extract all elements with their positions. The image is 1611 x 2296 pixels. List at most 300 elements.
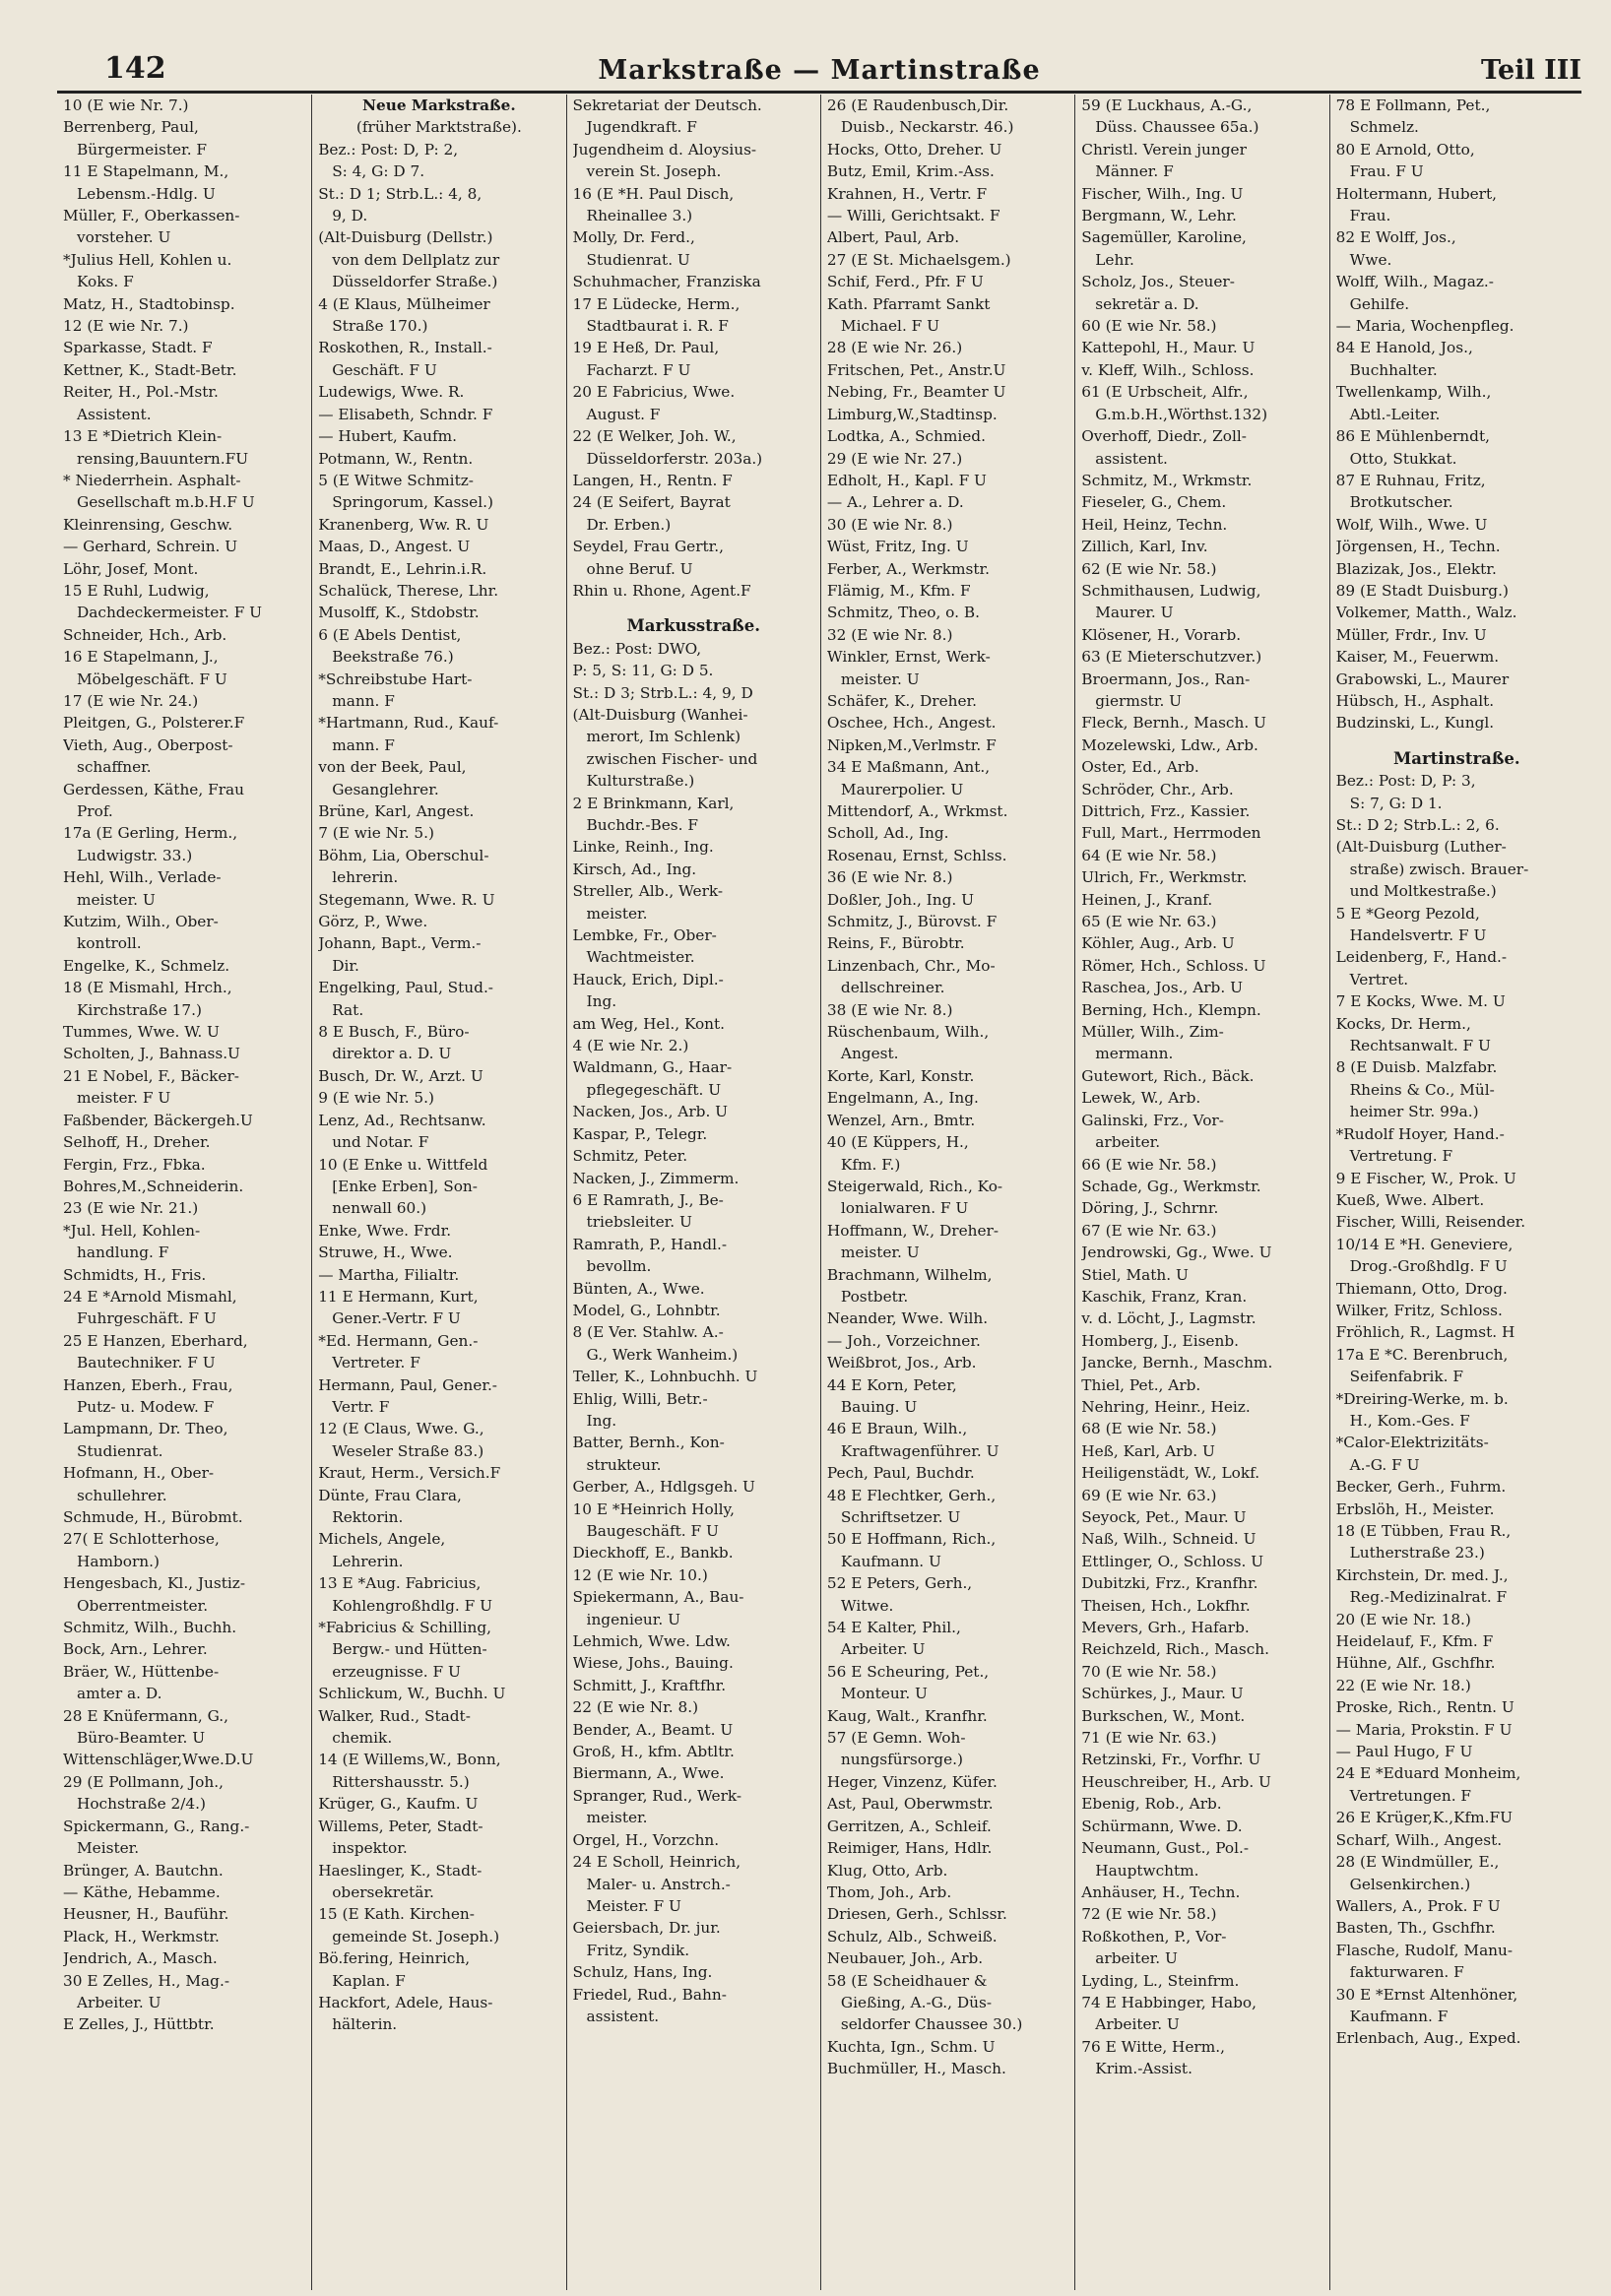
entry-line: Schmude, H., Bürobmt. (63, 1508, 243, 1526)
entry-line: Bürgermeister. F (77, 140, 208, 159)
entry-line: 87 E Ruhnau, Fritz, (1335, 471, 1486, 489)
entry-line: Rheins & Co., Mül- (1349, 1080, 1495, 1099)
entry-line: — Paul Hugo, F U (1335, 1743, 1473, 1761)
entry-line: Hühne, Alf., Gschfhr. (1335, 1654, 1496, 1673)
entry-line: Lehr. (1095, 250, 1134, 269)
entry-line: Rüschenbaum, Wilh., (826, 1023, 990, 1042)
entry-line: mann. F (332, 735, 395, 754)
entry-line: Heidelauf, F., Kfm. F (1335, 1632, 1494, 1651)
entry-line: 20 (E wie Nr. 18.) (1335, 1610, 1471, 1628)
entry-line: triebsleiter. U (586, 1213, 692, 1232)
entry-line: 38 (E wie Nr. 8.) (826, 1000, 953, 1019)
entry-line: *Julius Hell, Kohlen u. (63, 250, 232, 269)
entry-line: Retzinski, Fr., Vorfhr. U (1081, 1751, 1261, 1769)
entry-line: Michael. F U (840, 317, 940, 336)
entry-line: 5 E *Georg Pezold, (1335, 904, 1480, 923)
entry-line: meister. U (840, 670, 920, 688)
entry-line: — Hubert, Kaufm. (318, 427, 457, 446)
entry-line: Wittenschläger,Wwe.D.U (63, 1751, 254, 1769)
entry-line: 24 E *Eduard Monheim, (1335, 1764, 1521, 1783)
entry-line: Maurerpolier. U (840, 780, 964, 798)
entry-line: 13 E *Aug. Fabricius, (318, 1574, 482, 1593)
entry-line: 16 (E *H. Paul Disch, (572, 184, 735, 203)
entry-line: Döring, J., Schrnr. (1081, 1199, 1219, 1218)
entry-line: Hehl, Wilh., Verlade- (63, 868, 222, 887)
entry-line: Seyock, Pet., Maur. U (1081, 1508, 1247, 1526)
entry-line: 12 (E wie Nr. 7.) (63, 317, 189, 336)
entry-line: 17a E *C. Berenbruch, (1335, 1345, 1509, 1364)
entry-line: *Hartmann, Rud., Kauf- (318, 714, 499, 733)
entry-line: Brünger, A. Bautchn. (63, 1861, 224, 1880)
entry-line: pflegegeschäft. U (586, 1080, 722, 1099)
entry-line: Scharf, Wilh., Angest. (1335, 1830, 1503, 1849)
entry-line: Rektorin. (332, 1508, 404, 1526)
entry-line: Müller, F., Oberkassen- (63, 207, 240, 225)
entry-line: Batter, Bernh., Kon- (572, 1434, 725, 1452)
page-title: Markstraße — Martinstraße (598, 55, 1041, 86)
entry-line: Linzenbach, Chr., Mo- (826, 956, 996, 975)
entry-line: *Ed. Hermann, Gen.- (318, 1331, 479, 1350)
entry-line: Bautechniker. F U (77, 1354, 216, 1372)
entry-line: Studienrat. U (586, 250, 690, 269)
entry-line: Männer. F (1095, 162, 1174, 181)
entry-line: Wallers, A., Prok. F U (1335, 1896, 1501, 1915)
column-4 (820, 95, 1074, 2290)
entry-line: heimer Str. 99a.) (1349, 1103, 1479, 1121)
page-number: 142 (104, 51, 166, 86)
entry-line: Leidenberg, F., Hand.- (1335, 948, 1508, 967)
entry-line: Hochstraße 2/4.) (77, 1795, 206, 1814)
entry-line: Busch, Dr. W., Arzt. U (318, 1066, 483, 1085)
entry-line: Galinski, Frz., Vor- (1081, 1111, 1224, 1129)
entry-line: 22 (E wie Nr. 8.) (572, 1698, 699, 1717)
entry-line: Schif, Ferd., Pfr. F U (826, 273, 984, 291)
entry-line: Jendrich, A., Masch. (63, 1949, 218, 1968)
entry-line: Vieth, Aug., Oberpost- (63, 735, 233, 754)
entry-line: Rheinallee 3.) (586, 207, 693, 225)
entry-line: Roskothen, R., Install.- (318, 339, 492, 357)
entry-line: Christl. Verein junger (1081, 140, 1247, 159)
entry-line: inspektor. (332, 1839, 408, 1858)
entry-line: Heuschreiber, H., Arb. U (1081, 1772, 1271, 1791)
entry-line: Gesanglehrer. (332, 780, 439, 798)
entry-line: Schalück, Therese, Lhr. (318, 581, 499, 600)
entry-line: meister. F U (77, 1089, 171, 1108)
entry-line: ingenieur. U (586, 1610, 681, 1628)
entry-line: — Käthe, Hebamme. (63, 1882, 221, 1901)
entry-line: Postbetr. (840, 1287, 909, 1306)
entry-line: Ulrich, Fr., Werkmstr. (1081, 868, 1248, 887)
entry-line: Bauing. U (840, 1397, 918, 1416)
entry-line: amter a. D. (77, 1685, 162, 1703)
entry-line: 34 E Maßmann, Ant., (826, 758, 991, 777)
entry-line: Lampmann, Dr. Theo, (63, 1420, 228, 1438)
entry-line: 5 (E Witwe Schmitz- (318, 471, 474, 489)
entry-line: Kaufmann. F (1349, 2007, 1449, 2025)
entry-line: 27 (E St. Michaelsgem.) (826, 250, 1011, 269)
entry-line: 62 (E wie Nr. 58.) (1081, 559, 1217, 578)
entry-line: Kutzim, Wilh., Ober- (63, 913, 219, 931)
entry-line: 60 (E wie Nr. 58.) (1081, 317, 1217, 336)
entry-line: Witwe. (840, 1596, 894, 1615)
entry-line: Selhoff, H., Dreher. (63, 1133, 211, 1152)
entry-line: (früher Marktstraße). (355, 118, 522, 137)
entry-line: 11 E Stapelmann, M., (63, 162, 229, 181)
entry-line: Heiligenstädt, W., Lokf. (1081, 1464, 1260, 1483)
entry-line: Spickermann, G., Rang.- (63, 1817, 250, 1835)
entry-line: Weseler Straße 83.) (332, 1441, 484, 1460)
page-header (57, 45, 1581, 91)
entry-line: Gelsenkirchen.) (1349, 1875, 1471, 1893)
entry-line: Dieckhoff, E., Bankb. (572, 1544, 734, 1563)
entry-line: Hübsch, H., Asphalt. (1335, 691, 1495, 710)
entry-line: 9, D. (332, 207, 368, 225)
entry-line: 68 (E wie Nr. 58.) (1081, 1420, 1217, 1438)
entry-line: Brotkutscher. (1349, 493, 1453, 512)
entry-line: Willems, Peter, Stadt- (318, 1817, 483, 1835)
entry-line: 25 E Hanzen, Eberhard, (63, 1331, 248, 1350)
entry-line: Reichzeld, Rich., Masch. (1081, 1640, 1269, 1659)
entry-line: Thiemann, Otto, Drog. (1335, 1279, 1508, 1298)
entry-line: Bö.fering, Heinrich, (318, 1949, 471, 1968)
entry-line: Faßbender, Bäckergeh.U (63, 1111, 253, 1129)
entry-line: H., Kom.-Ges. F (1349, 1411, 1470, 1430)
entry-line: Bünten, A., Wwe. (572, 1279, 705, 1298)
entry-line: straße) zwisch. Brauer- (1349, 860, 1529, 878)
entry-line: Straße 170.) (332, 317, 428, 336)
entry-line: Lyding, L., Steinfrm. (1081, 1971, 1240, 1990)
entry-line: Kueß, Wwe. Albert. (1335, 1190, 1485, 1209)
entry-line: Erlenbach, Aug., Exped. (1335, 2029, 1521, 2048)
entry-line: Otto, Stukkat. (1349, 449, 1457, 468)
entry-line: 20 E Fabricius, Wwe. (572, 383, 736, 402)
entry-line: 30 (E wie Nr. 8.) (826, 515, 953, 534)
entry-line: Basten, Th., Gschfhr. (1335, 1919, 1496, 1938)
entry-line: Doßler, Joh., Ing. U (826, 890, 974, 909)
entry-line: Heil, Heinz, Techn. (1081, 515, 1228, 534)
entry-line: Thiel, Pet., Arb. (1081, 1375, 1201, 1394)
entry-line: 15 (E Kath. Kirchen- (318, 1905, 475, 1924)
entry-line: dellschreiner. (840, 979, 945, 997)
entry-line: schaffner. (77, 758, 152, 777)
entry-line: giermstr. U (1095, 691, 1183, 710)
entry-line: Vertr. F (332, 1397, 390, 1416)
entry-line: Michels, Angele, (318, 1530, 446, 1549)
entry-line: Thom, Joh., Arb. (826, 1882, 952, 1901)
entry-line: Schäfer, K., Dreher. (826, 691, 978, 710)
entry-line: Maler- u. Anstrch.- (586, 1875, 731, 1893)
entry-line: Arbeiter. U (1095, 2015, 1180, 2034)
entry-line: am Weg, Hel., Kont. (572, 1014, 726, 1033)
entry-line: Kfm. F.) (840, 1155, 901, 1174)
entry-line: Schuhmacher, Franziska (572, 273, 761, 291)
entry-line: erzeugnisse. F U (332, 1662, 461, 1681)
entry-line: Kaufmann. U (840, 1552, 941, 1570)
entry-line: Molly, Dr. Ferd., (572, 228, 695, 247)
entry-line: Kaspar, P., Telegr. (572, 1124, 708, 1143)
entry-line: Bräer, W., Hüttenbe- (63, 1662, 220, 1681)
entry-line: Oschee, Hch., Angest. (826, 714, 997, 733)
entry-line: und Notar. F (332, 1133, 429, 1152)
entry-line: bevollm. (586, 1257, 652, 1276)
entry-line: 10 (E Enke u. Wittfeld (318, 1155, 488, 1174)
entry-line: Bohres,M.,Schneiderin. (63, 1177, 244, 1195)
entry-line: Jendrowski, Gg., Wwe. U (1081, 1244, 1272, 1262)
entry-line: 18 (E Tübben, Frau R., (1335, 1522, 1512, 1540)
entry-line: assistent. (1095, 449, 1168, 468)
entry-line: lehrerin. (332, 868, 399, 887)
entry-line: Ast, Paul, Oberwmstr. (826, 1795, 994, 1814)
entry-line: Nipken,M.,Verlmstr. F (826, 735, 997, 754)
entry-line: meister. U (840, 1244, 920, 1262)
entry-line: 10 (E wie Nr. 7.) (63, 96, 189, 114)
entry-line: 16 E Stapelmann, J., (63, 648, 219, 667)
entry-line: Prof. (77, 802, 113, 820)
entry-line: Sagemüller, Karoline, (1081, 228, 1247, 247)
entry-line: 24 E Scholl, Heinrich, (572, 1853, 741, 1872)
entry-line: Scholten, J., Bahnass.U (63, 1045, 240, 1063)
entry-line: 8 E Busch, F., Büro- (318, 1023, 470, 1042)
entry-line: Müller, Frdr., Inv. U (1335, 625, 1487, 644)
entry-line: Weißbrot, Jos., Arb. (826, 1354, 977, 1372)
entry-line: 9 E Fischer, W., Prok. U (1335, 1169, 1516, 1187)
entry-line: 12 (E wie Nr. 10.) (572, 1565, 708, 1584)
entry-line: Kattepohl, H., Maur. U (1081, 339, 1256, 357)
entry-line: (Alt-Duisburg (Dellstr.) (318, 228, 493, 247)
entry-line: Lehmich, Wwe. Ldw. (572, 1632, 731, 1651)
entry-line: Theisen, Hch., Lokfhr. (1081, 1596, 1251, 1615)
entry-line: Teller, K., Lohnbuchh. U (572, 1368, 758, 1386)
entry-line: 8 (E Duisb. Malzfabr. (1335, 1058, 1498, 1077)
entry-line: Oberrentmeister. (77, 1596, 209, 1615)
entry-line: Neumann, Gust., Pol.- (1081, 1839, 1250, 1858)
entry-line: Römer, Hch., Schloss. U (1081, 956, 1266, 975)
entry-line: mermann. (1095, 1045, 1174, 1063)
entry-line: Ehlig, Willi, Betr.- (572, 1389, 708, 1408)
entry-line: Haeslinger, K., Stadt- (318, 1861, 483, 1880)
entry-line: Handelsvertr. F U (1349, 926, 1487, 945)
entry-line: 24 (E Seifert, Bayrat (572, 493, 731, 512)
entry-line: 19 E Heß, Dr. Paul, (572, 339, 720, 357)
entry-line: Reg.-Medizinalrat. F (1349, 1588, 1508, 1607)
entry-line: Angest. (840, 1045, 899, 1063)
entry-line: von der Beek, Paul, (318, 758, 467, 777)
entry-line: Reiter, H., Pol.-Mstr. (63, 383, 219, 402)
entry-line: 6 E Ramrath, J., Be- (572, 1190, 724, 1209)
entry-line: Klösener, H., Vorarb. (1081, 625, 1242, 644)
entry-line: Bez.: Post: DWO, (572, 639, 702, 658)
entry-line: Walker, Rud., Stadt- (318, 1706, 471, 1725)
entry-line: sekretär a. D. (1095, 294, 1199, 313)
entry-line: Kaiser, M., Feuerwm. (1335, 648, 1500, 667)
entry-line: Arbeiter. U (840, 1640, 926, 1659)
entry-line: 36 (E wie Nr. 8.) (826, 868, 953, 887)
entry-line: 24 E *Arnold Mismahl, (63, 1287, 237, 1306)
column-5 (1074, 95, 1328, 2290)
entry-line: Bergw.- und Hütten- (332, 1640, 487, 1659)
entry-line: G., Werk Wanheim.) (586, 1345, 739, 1364)
entry-line: Oster, Ed., Arb. (1081, 758, 1199, 777)
entry-line: Seifenfabrik. F (1349, 1368, 1464, 1386)
entry-line: 26 (E Raudenbusch,Dir. (826, 96, 1009, 114)
entry-line: Hofmann, H., Ober- (63, 1464, 215, 1483)
entry-line: Müller, Wilh., Zim- (1081, 1023, 1224, 1042)
entry-line: Johann, Bapt., Verm.- (318, 934, 482, 953)
entry-line: Kath. Pfarramt Sankt (826, 294, 991, 313)
entry-line: Full, Mart., Herrmoden (1081, 824, 1261, 843)
entry-line: hälterin. (332, 2015, 398, 2034)
entry-line: verein St. Joseph. (586, 162, 722, 181)
entry-line: direktor a. D. U (332, 1045, 452, 1063)
entry-line: 64 (E wie Nr. 58.) (1081, 846, 1217, 864)
entry-line: Pleitgen, G., Polsterer.F (63, 714, 245, 733)
entry-line: 28 (E Windmüller, E., (1335, 1853, 1500, 1872)
entry-line: 26 E Krüger,K.,Kfm.FU (1335, 1809, 1514, 1827)
entry-line: Kohlengroßhdlg. F U (332, 1596, 493, 1615)
entry-line: 30 E *Ernst Altenhöner, (1335, 1985, 1518, 2004)
entry-line: 57 (E Gemn. Woh- (826, 1729, 966, 1748)
header-rule (57, 91, 1581, 94)
entry-line: Rhin u. Rhone, Agent.F (572, 581, 751, 600)
entry-line: Stegemann, Wwe. R. U (318, 890, 495, 909)
entry-line: Gesellschaft m.b.H.F U (77, 493, 255, 512)
entry-line: Scholz, Jos., Steuer- (1081, 273, 1235, 291)
entry-line: mann. F (332, 691, 395, 710)
entry-line: Potmann, W., Rentn. (318, 449, 474, 468)
entry-line: Winkler, Ernst, Werk- (826, 648, 991, 667)
entry-line: Becker, Gerh., Fuhrm. (1335, 1478, 1507, 1497)
entry-line: Bender, A., Beamt. U (572, 1720, 734, 1739)
entry-line: August. F (586, 405, 661, 423)
entry-line: 67 (E wie Nr. 63.) (1081, 1221, 1217, 1240)
entry-line: — Elisabeth, Schndr. F (318, 405, 493, 423)
entry-line: Naß, Wilh., Schneid. U (1081, 1530, 1257, 1549)
entry-line: 86 E Mühlenberndt, (1335, 427, 1490, 446)
entry-line: 72 (E wie Nr. 58.) (1081, 1905, 1217, 1924)
entry-line: Engelmann, A., Ing. (826, 1089, 979, 1108)
entry-line: Edholt, H., Kapl. F U (826, 471, 987, 489)
entry-line: Lenz, Ad., Rechtsanw. (318, 1111, 486, 1129)
entry-line: Reins, F., Bürobtr. (826, 934, 965, 953)
street-heading: Martinstraße. (1393, 748, 1520, 768)
entry-line: 76 E Witte, Herm., (1081, 2037, 1225, 2056)
entry-line: Fischer, Wilh., Ing. U (1081, 184, 1244, 203)
entry-line: G.m.b.H.,Wörthst.132) (1095, 405, 1268, 423)
entry-line: Raschea, Jos., Arb. U (1081, 979, 1243, 997)
entry-line: Roßkothen, P., Vor- (1081, 1927, 1227, 1945)
entry-line: Broermann, Jos., Ran- (1081, 670, 1251, 688)
entry-line: Lodtka, A., Schmied. (826, 427, 986, 446)
entry-line: Waldmann, G., Haar- (572, 1058, 733, 1077)
entry-line: Springorum, Kassel.) (332, 493, 493, 512)
entry-line: — Maria, Prokstin. F U (1335, 1720, 1513, 1739)
entry-line: 54 E Kalter, Phil., (826, 1619, 961, 1637)
entry-line: Maas, D., Angest. U (318, 538, 471, 556)
entry-line: 7 E Kocks, Wwe. M. U (1335, 992, 1506, 1011)
entry-line: Duisb., Neckarstr. 46.) (840, 118, 1014, 137)
entry-line: *Calor-Elektrizitäts- (1335, 1434, 1489, 1452)
entry-line: 10/14 E *H. Geneviere, (1335, 1235, 1514, 1253)
entry-line: 7 (E wie Nr. 5.) (318, 824, 434, 843)
entry-line: v. Kleff, Wilh., Schloss. (1081, 360, 1255, 379)
entry-line: Streller, Alb., Werk- (572, 882, 724, 901)
entry-line: Nacken, J., Zimmerm. (572, 1169, 740, 1187)
entry-line: Assistent. (77, 405, 152, 423)
entry-line: 10 E *Heinrich Holly, (572, 1499, 735, 1518)
entry-line: (Alt-Duisburg (Wanhei- (572, 705, 748, 724)
entry-line: 80 E Arnold, Otto, (1335, 140, 1475, 159)
entry-line: Brüne, Karl, Angest. (318, 802, 475, 820)
entry-line: Meister. (77, 1839, 140, 1858)
entry-line: Frau. (1349, 207, 1391, 225)
entry-line: 17a (E Gerling, Herm., (63, 824, 238, 843)
entry-line: Düsseldorfer Straße.) (332, 273, 498, 291)
entry-line: Kirsch, Ad., Ing. (572, 860, 697, 878)
entry-line: 29 (E Pollmann, Joh., (63, 1772, 224, 1791)
entry-line: *Fabricius & Schilling, (318, 1619, 492, 1637)
entry-line: Schulz, Alb., Schweiß. (826, 1927, 998, 1945)
entry-line: Stiel, Math. U (1081, 1265, 1189, 1284)
entry-line: Flasche, Rudolf, Manu- (1335, 1941, 1514, 1959)
entry-line: Fleck, Bernh., Masch. U (1081, 714, 1266, 733)
entry-line: 74 E Habbinger, Habo, (1081, 1993, 1257, 2011)
entry-line: Blazizak, Jos., Elektr. (1335, 559, 1497, 578)
entry-line: Rat. (332, 1000, 364, 1019)
entry-line: Gießing, A.-G., Düs- (840, 1993, 993, 2011)
entry-line: Ramrath, P., Handl.- (572, 1235, 728, 1253)
entry-line: Düsseldorferstr. 203a.) (586, 449, 763, 468)
entry-line: 28 (E wie Nr. 26.) (826, 339, 963, 357)
entry-line: Lebensm.-Hdlg. U (77, 184, 216, 203)
entry-line: Neue Markstraße. (362, 96, 516, 114)
entry-line: arbeiter. (1095, 1133, 1161, 1152)
entry-line: Berrenberg, Paul, (63, 118, 199, 137)
entry-line: Kraut, Herm., Versich.F (318, 1464, 501, 1483)
entry-line: Heinen, J., Kranf. (1081, 890, 1213, 909)
entry-line: Mittendorf, A., Wrkmst. (826, 802, 1008, 820)
entry-line: Steigerwald, Rich., Ko- (826, 1177, 1003, 1195)
entry-line: rensing,Bauuntern.FU (77, 449, 249, 468)
entry-line: Bergmann, W., Lehr. (1081, 207, 1237, 225)
entry-line: Vertret. (1349, 970, 1409, 989)
entry-line: Biermann, A., Wwe. (572, 1764, 725, 1783)
entry-line: 63 (E Mieterschutzver.) (1081, 648, 1262, 667)
entry-line: Hanzen, Eberh., Frau, (63, 1375, 233, 1394)
entry-line: — Joh., Vorzeichner. (826, 1331, 981, 1350)
entry-line: 58 (E Scheidhauer & (826, 1971, 988, 1990)
entry-line: Lutherstraße 23.) (1349, 1544, 1485, 1563)
entry-line: Engelking, Paul, Stud.- (318, 979, 493, 997)
entry-line: Mevers, Grh., Hafarb. (1081, 1619, 1250, 1637)
entry-line: Vertretungen. F (1349, 1786, 1472, 1805)
entry-line: 59 (E Luckhaus, A.-G., (1081, 96, 1253, 114)
entry-line: Linke, Reinh., Ing. (572, 838, 714, 857)
entry-line: E Zelles, J., Hüttbtr. (63, 2015, 215, 2034)
entry-line: Böhm, Lia, Oberschul- (318, 846, 489, 864)
entry-line: Schmelz. (1349, 118, 1419, 137)
entry-line: Schneider, Hch., Arb. (63, 625, 227, 644)
column-2 (311, 95, 565, 2290)
entry-line: Dubitzki, Frz., Kranfhr. (1081, 1574, 1258, 1593)
column-3 (566, 95, 820, 2290)
entry-line: Heß, Karl, Arb. U (1081, 1441, 1215, 1460)
entry-line: 82 E Wolff, Jos., (1335, 228, 1456, 247)
entry-line: Ludwigstr. 33.) (77, 846, 193, 864)
entry-line: 22 (E Welker, Joh. W., (572, 427, 737, 446)
entry-line: 46 E Braun, Wilh., (826, 1420, 968, 1438)
entry-line: Hocks, Otto, Dreher. U (826, 140, 1002, 159)
entry-line: Schröder, Chr., Arb. (1081, 780, 1234, 798)
